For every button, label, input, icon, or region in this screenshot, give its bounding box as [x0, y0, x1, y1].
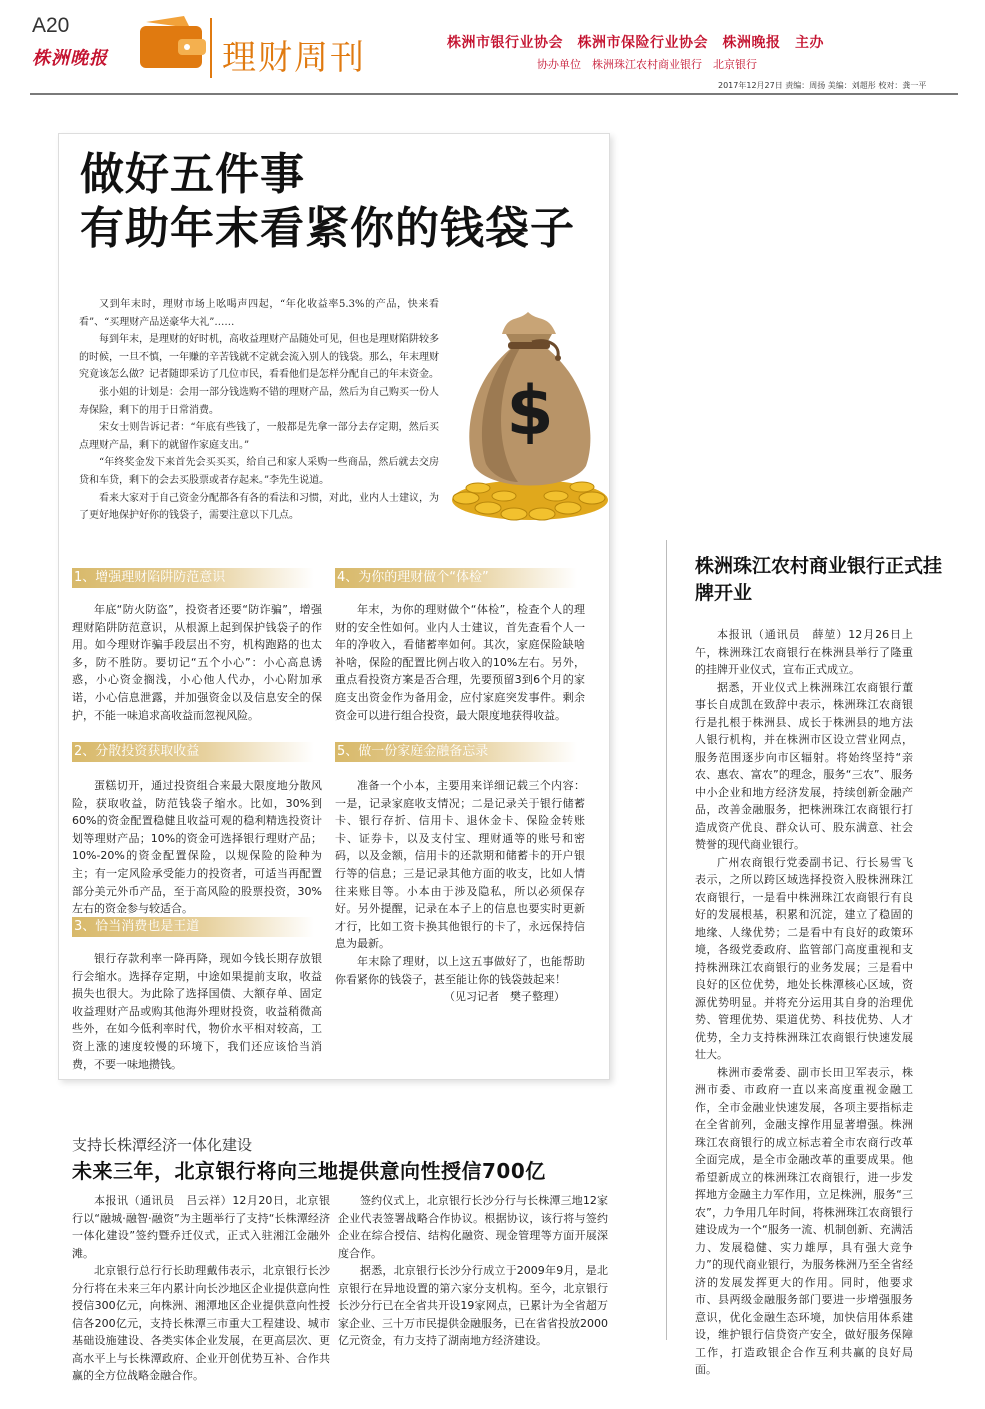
section-paragraph: 蛋糕切开，通过投资组合来最大限度地分散风险，获取收益，防范钱袋子缩水。比如，30%到60%的资金配置稳健且收益可观的稳利精选投资计划等理财产品；10%的资金可选择银行理财产品；10%-20%的资金配置保险，以规保险的险种为主；有一定风险承受能力的投资者，可适当再配置部分美元外币产品，至于高风险的股票投资，30%左右的资金参与较适合。: [72, 779, 322, 916]
wallet-logo-icon: [134, 12, 214, 72]
section-heading-2: 2、分散投资获取收益: [72, 742, 314, 762]
section-body-2: [72, 777, 322, 918]
section-heading-1: 1、增强理财陷阱防范意识: [72, 568, 314, 588]
column-divider: [666, 540, 667, 1340]
side-paragraph: 本报讯（通讯员 薛堃）12月26日上午，株洲珠江农商银行在株洲县举行了隆重的挂牌开业仪式，宣布正式成立。: [695, 628, 913, 676]
host-organizations: 株洲市银行业协会 株洲市保险行业协会 株洲晚报 主办: [447, 35, 824, 51]
headline-line-1: 做好五件事: [80, 149, 305, 200]
intro-paragraph: “年终奖金发下来首先会买买买，给自己和家人采购一些商品，然后就去交房贷和车贷，剩下的会去买股票或者存起来。”李先生说道。: [79, 457, 439, 486]
section-body-4: [335, 601, 585, 724]
intro-paragraph: 每到年末，是理财的好时机，高收益理财产品随处可见，但也是理财陷阱较多的时候，一旦不慎，一年赚的辛苦钱就不定就会流入别人的钱袋。那么，年末理财究竟该怎么做？记者随即采访了几位市民，看看他们是怎样分配自己的年末资金。: [79, 334, 439, 381]
bottom-article-subtitle: 支持长株潭经济一体化建设: [72, 1136, 253, 1154]
side-paragraph: 广州农商银行党委副书记、行长易雪飞表示，之所以跨区域选择投资入股株洲珠江农商银行，一是看中株洲珠江农商银行有良好的发展根基，积累和沉淀，建立了稳固的地缘、人缘优势；二是看中有良好的政策环境，各级党委政府、监管部门高度重视和支持株洲珠江农商银行的业务发展；三是看中良好的区位优势，地处长株潭核心区域，资源优势明显。并将充分运用其自身的治理优势、管理优势、渠道优势、科技优势、人才优势，全力支持株洲珠江农商银行快速发展壮大。: [695, 855, 913, 1061]
section-paragraph: 年末，为你的理财做个“体检”，检查个人的理财的安全性如何。业内人士建议，首先查看个人一年的净收入，看储蓄率如何。其次，家庭保险缺啥补啥，保险的配置比例占收入的10%左右。另外，重点看投资方案是否合理，先要预留3到6个月的家庭支出资金作为备用金，应付家庭突发事件。剩余资金可以进行组合投资，最大限度地获得收益。: [335, 603, 585, 722]
bottom-article-column-1: [72, 1192, 330, 1385]
intro-paragraph: 看来大家对于自己资金分配都各有各的看法和习惯，对此，业内人士建议，为了更好地保护好你的钱袋子，需要注意以下几点。: [79, 492, 439, 522]
byline: （见习记者 樊子整理）: [444, 990, 565, 1004]
intro-paragraph: 宋女士则告诉记者：“年底有些钱了，一般都是先拿一部分去存定期，然后买点理财产品，剩下的就留作家庭支出。”: [79, 422, 439, 451]
side-article-title: 株洲珠江农村商业银行正式挂牌开业: [695, 555, 943, 604]
intro-paragraph: 又到年末时，理财市场上吆喝声四起，“年化收益率5.3%的产品，快来看看”、“买理财产品送豪华大礼”……: [79, 299, 439, 328]
section-title: 理财周刊: [222, 38, 366, 78]
paper-name: 株洲晚报: [32, 48, 108, 69]
header-rule: [30, 93, 958, 95]
section-paragraph: 年底“防火防盗”，投资者还要“防诈骗”，增强理财陷阱防范意识，从根源上起到保护钱袋子的作用。如今理财诈骗手段层出不穷，机构跑路的也太多，防不胜防。要切记“五个小心”：小心高息诱惑，小心资金搁浅，小心他人代办，小心附加承诺，小心信息泄露，并加强资金以及信息安全的保护，不能一味追求高收益而忽视风险。: [72, 603, 322, 722]
bottom-article-title: 未来三年，北京银行将向三地提供意向性授信700亿: [72, 1159, 546, 1183]
bottom-paragraph: 签约仪式上，北京银行长沙分行与长株潭三地12家企业代表签署战略合作协议。根据协议，该行将与签约企业在综合授信、结构化融资、现金管理等方面开展深度合作。: [338, 1194, 608, 1260]
issue-info: 2017年12月27日 责编：周扬 美编：刘超彤 校对：龚一平: [718, 81, 927, 90]
closing-paragraph: 年末除了理财，以上这五事做好了，也能帮助你看紧你的钱袋子，甚至能让你的钱袋鼓起来！: [335, 954, 585, 986]
co-host-organizations: 协办单位 株洲珠江农村商业银行 北京银行: [537, 58, 757, 71]
side-article-body: [695, 626, 913, 1379]
side-paragraph: 据悉，开业仪式上株洲珠江农商银行董事长自成凯在致辞中表示，株洲珠江农商银行是扎根于株洲县、成长于株洲县的地方法人银行机构，并在株洲市区设立营业网点，服务范围逐步向市区辐射。将始终坚持“亲农、惠农、富农”的理念，服务“三农”、服务中小企业和地方经济发展，持续创新金融产品，改善金融服务，把株洲珠江农商银行打造成资产优良、群众认可、股东满意、社会赞誉的现代商业银行。: [695, 680, 913, 851]
section-heading-3: 3、恰当消费也是王道: [72, 917, 314, 937]
intro-text: [79, 296, 439, 525]
bottom-paragraph: 北京银行总行行长助理戴伟表示，北京银行长沙分行将在未来三年内累计向长沙地区企业提供意向性授信300亿元，向株洲、湘潭地区企业提供意向性授信各200亿元，支持长株潭三市重大工程建设、城市基础设施建设、各类实体企业发展，在更高层次、更高水平上与长株潭政府、企业开创优势互补、合作共赢的全方位战略金融合作。: [72, 1264, 330, 1382]
section-paragraph: 银行存款利率一降再降，现如今钱长期存放银行会缩水。选择存定期，中途如果提前支取，收益损失也很大。为此除了选择国债、大额存单、固定收益理财产品或购其他海外理财投资，收益稍微高些外，在如今低利率时代，物价水平相对较高，工资上涨的速度较慢的环境下，我们还应该恰当消费，不要一味地攒钱。: [72, 952, 322, 1071]
section-body-3: [72, 950, 322, 1073]
money-bag-illustration: [448, 282, 608, 530]
section-heading-5: 5、做一份家庭金融备忘录: [335, 742, 577, 762]
side-paragraph: 株洲市委常委、副市长田卫军表示，株洲市委、市政府一直以来高度重视金融工作，全市金融业快速发展，各项主要指标走在全省前列，金融支撑作用显著增强。株洲珠江农商银行的成立标志着全市农商行改革全面完成，是全市金融改革的重要成果。他希望新成立的株洲珠江农商银行，进一步发挥地方金融主力军作用，立足株洲，服务“三农”，力争用几年时间，将株洲珠江农商银行建设成为一个“服务一流、机制创新、充满活力、发展稳健、实力雄厚，具有强大竞争力”的现代商业银行，为服务株洲乃至全省经济的发展发挥更大的作用。同时，他要求市、县两级金融服务部门要进一步增强服务意识，优化金融生态环境，加快信用体系建设，维护银行信贷资产安全，做好服务保障工作，打造政银企合作互利共赢的良好局面。: [695, 1065, 913, 1376]
bottom-paragraph: 本报讯（通讯员 吕云祥）12月20日，北京银行以“融城·融智·融资”为主题举行了支持“长株潭经济一体化建设”签约暨乔迁仪式，正式入驻湘江金融外滩。: [72, 1194, 330, 1260]
headline-line-2: 有助年末看紧你的钱袋子: [80, 203, 575, 254]
intro-paragraph: 张小姐的计划是：会用一部分钱选购不错的理财产品，然后为自己购买一份人寿保险，剩下的用于日常消费。: [79, 386, 439, 416]
section-body-1: [72, 601, 322, 724]
bottom-article-column-2: [338, 1192, 608, 1350]
section-heading-4: 4、为你的理财做个“体检”: [335, 568, 577, 588]
masthead-divider: [210, 18, 212, 78]
main-headline: [80, 148, 575, 256]
dollar-sign: $: [506, 372, 554, 451]
bottom-paragraph: 据悉，北京银行长沙分行成立于2009年9月，是北京银行在异地设置的第六家分支机构。至今，北京银行长沙分行已在全省共开设19家网点，已累计为全省超万家企业、三十万市民提供金融服务，已在省省投放2000亿元资金，有力支持了湖南地方经济建设。: [338, 1264, 608, 1347]
page-code: A20: [32, 14, 70, 37]
section-paragraph: 准备一个小本，主要用来详细记载三个内容：一是，记录家庭收支情况；二是记录关于银行储蓄卡、银行存折、信用卡、退休金卡、保险金转账卡、证券卡，以及支付宝、理财通等的账号和密码，以及金额，信用卡的还款期和储蓄卡的开户银行等的信息；三是记录其他方面的收支，比如人情往来账目等。小本由于涉及隐私，所以必须保存好。另外提醒，记录在本子上的信息也要实时更新才行，比如工资卡换其他银行的卡了，永远保持信息为最新。: [335, 779, 585, 951]
section-body-5: [335, 777, 585, 1006]
